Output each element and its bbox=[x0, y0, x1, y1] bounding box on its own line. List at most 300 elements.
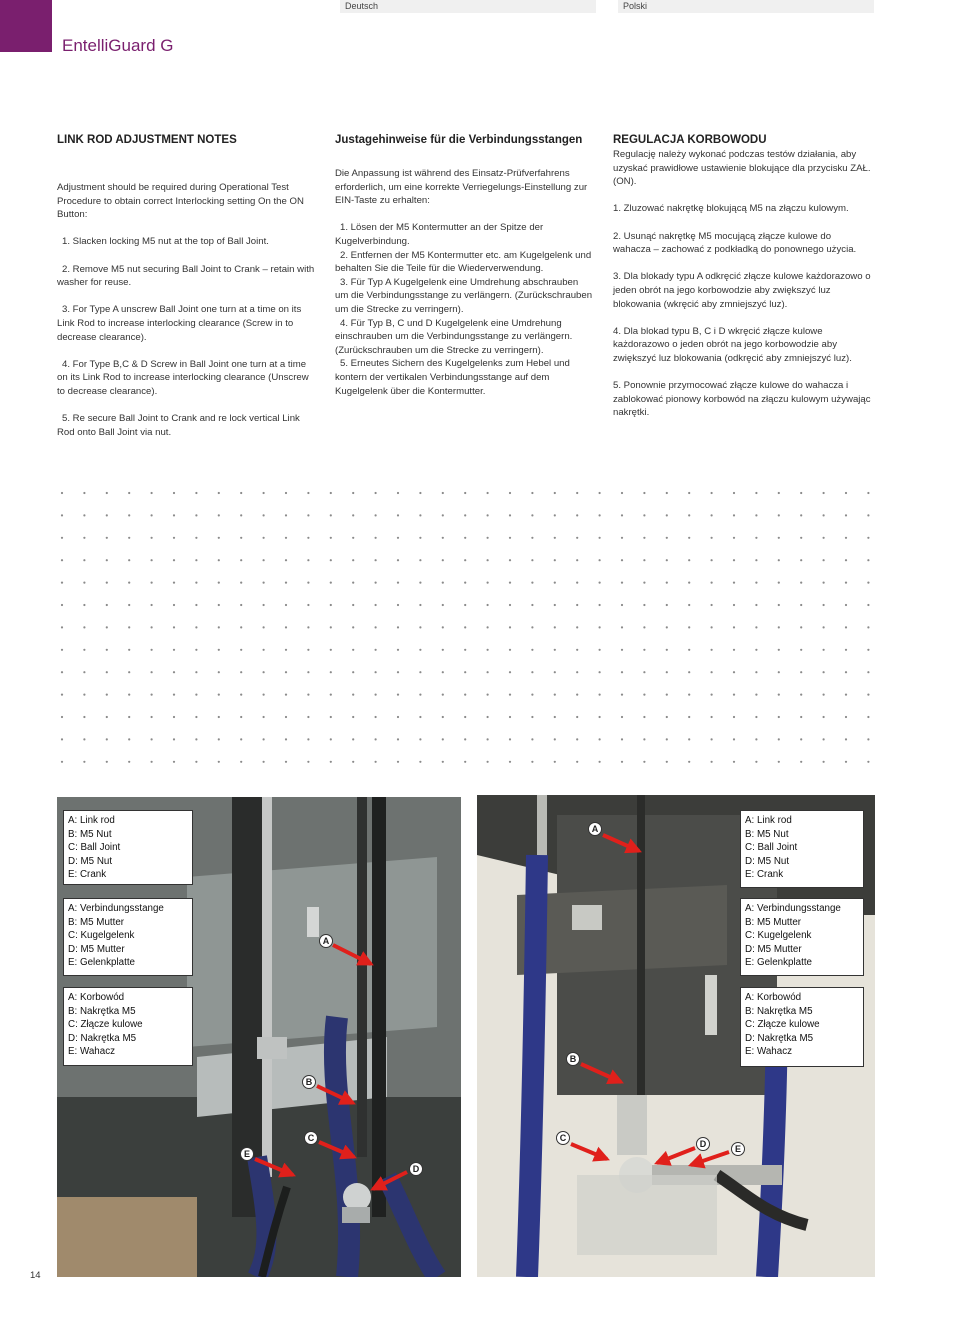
grid-dot bbox=[240, 626, 242, 628]
grid-dot bbox=[464, 604, 466, 606]
callout-a-right: A bbox=[588, 822, 602, 836]
grid-dot bbox=[218, 671, 220, 673]
grid-dot bbox=[397, 492, 399, 494]
grid-dot bbox=[867, 582, 869, 584]
grid-dot bbox=[419, 537, 421, 539]
grid-dot bbox=[352, 671, 354, 673]
grid-dot bbox=[867, 694, 869, 696]
grid-dot bbox=[173, 514, 175, 516]
callout-d-left: D bbox=[409, 1162, 423, 1176]
grid-dot bbox=[240, 492, 242, 494]
grid-dot bbox=[128, 649, 130, 651]
grid-dot bbox=[576, 559, 578, 561]
grid-dot bbox=[307, 671, 309, 673]
grid-dot bbox=[464, 738, 466, 740]
grid-dot bbox=[442, 694, 444, 696]
grid-dot bbox=[509, 492, 511, 494]
grid-dot bbox=[173, 694, 175, 696]
grid-dot bbox=[643, 604, 645, 606]
grid-dot bbox=[800, 492, 802, 494]
brand-color-block bbox=[0, 0, 52, 52]
grid-dot bbox=[755, 582, 757, 584]
grid-dot bbox=[330, 761, 332, 763]
arrow-c-left bbox=[319, 1142, 354, 1157]
grid-dot bbox=[711, 514, 713, 516]
grid-dot bbox=[867, 514, 869, 516]
legend-de-e-right: E: Gelenkplatte bbox=[745, 957, 812, 969]
grid-dot bbox=[263, 761, 265, 763]
grid-dot bbox=[307, 649, 309, 651]
grid-dot bbox=[867, 626, 869, 628]
grid-dot bbox=[800, 514, 802, 516]
grid-dot bbox=[554, 582, 556, 584]
grid-dot bbox=[531, 761, 533, 763]
grid-dot bbox=[151, 626, 153, 628]
grid-dot bbox=[375, 582, 377, 584]
grid-dot bbox=[621, 761, 623, 763]
grid-dot bbox=[419, 694, 421, 696]
grid-dot bbox=[151, 514, 153, 516]
step-pl-2: 2. Usunąć nakrętkę M5 mocującą złącze kulowe do wahacza – zachować z podkładką do ponownego użycia. bbox=[613, 230, 857, 256]
grid-dot bbox=[845, 492, 847, 494]
grid-dot bbox=[375, 604, 377, 606]
grid-dot bbox=[621, 626, 623, 628]
grid-dot bbox=[285, 537, 287, 539]
legend-en-b: B: M5 Nut bbox=[68, 828, 112, 840]
grid-dot bbox=[576, 537, 578, 539]
grid-dot bbox=[173, 671, 175, 673]
legend-en-c: C: Ball Joint bbox=[68, 842, 121, 854]
grid-dot bbox=[218, 559, 220, 561]
grid-dot bbox=[83, 537, 85, 539]
grid-dot bbox=[666, 671, 668, 673]
grid-dot bbox=[867, 537, 869, 539]
grid-dot bbox=[688, 671, 690, 673]
grid-dot bbox=[778, 559, 780, 561]
grid-dot bbox=[83, 716, 85, 718]
legend-de-c-right: C: Kugelgelenk bbox=[745, 930, 812, 942]
grid-dot bbox=[509, 738, 511, 740]
grid-dot bbox=[554, 559, 556, 561]
grid-dot bbox=[285, 492, 287, 494]
callout-c-left: C bbox=[304, 1131, 318, 1145]
grid-dot bbox=[666, 738, 668, 740]
grid-dot bbox=[352, 761, 354, 763]
arrow-e-left bbox=[255, 1159, 293, 1175]
grid-dot bbox=[621, 514, 623, 516]
grid-dot bbox=[330, 649, 332, 651]
grid-dot bbox=[61, 716, 63, 718]
grid-dot bbox=[733, 738, 735, 740]
grid-dot bbox=[800, 738, 802, 740]
grid-dot bbox=[218, 738, 220, 740]
grid-dot bbox=[487, 761, 489, 763]
grid-dot bbox=[688, 626, 690, 628]
grid-dot bbox=[711, 626, 713, 628]
grid-dot bbox=[733, 671, 735, 673]
grid-dot bbox=[599, 604, 601, 606]
grid-dot bbox=[151, 694, 153, 696]
grid-dot bbox=[867, 716, 869, 718]
grid-dot bbox=[307, 761, 309, 763]
grid-dot bbox=[263, 582, 265, 584]
grid-dot bbox=[83, 626, 85, 628]
grid-dot bbox=[218, 537, 220, 539]
grid-dot bbox=[509, 559, 511, 561]
grid-dot bbox=[621, 716, 623, 718]
grid-dot bbox=[509, 626, 511, 628]
grid-dot bbox=[576, 738, 578, 740]
grid-dot bbox=[509, 537, 511, 539]
grid-dot bbox=[195, 537, 197, 539]
callout-e-left: E bbox=[240, 1147, 254, 1161]
grid-dot bbox=[621, 671, 623, 673]
grid-dot bbox=[151, 738, 153, 740]
grid-dot bbox=[643, 626, 645, 628]
grid-dot bbox=[621, 559, 623, 561]
grid-dot bbox=[173, 649, 175, 651]
grid-dot bbox=[823, 559, 825, 561]
grid-dot bbox=[800, 582, 802, 584]
grid-dot bbox=[554, 716, 556, 718]
legend-en-c-right: C: Ball Joint bbox=[745, 842, 798, 854]
grid-dot bbox=[554, 514, 556, 516]
grid-dot bbox=[733, 716, 735, 718]
grid-dot bbox=[352, 604, 354, 606]
grid-dot bbox=[688, 582, 690, 584]
grid-dot bbox=[867, 671, 869, 673]
grid-dot bbox=[61, 537, 63, 539]
grid-dot bbox=[263, 537, 265, 539]
grid-dot bbox=[643, 694, 645, 696]
grid-dot bbox=[464, 649, 466, 651]
grid-dot bbox=[285, 738, 287, 740]
grid-dot bbox=[599, 559, 601, 561]
grid-dot bbox=[867, 738, 869, 740]
grid-dot bbox=[599, 582, 601, 584]
grid-dot bbox=[397, 716, 399, 718]
grid-dot bbox=[755, 514, 757, 516]
grid-dot bbox=[867, 604, 869, 606]
grid-dot bbox=[218, 492, 220, 494]
grid-dot bbox=[240, 537, 242, 539]
grid-dot bbox=[823, 537, 825, 539]
grid-dot bbox=[307, 492, 309, 494]
grid-dot bbox=[666, 559, 668, 561]
grid-dot bbox=[240, 716, 242, 718]
grid-dot bbox=[128, 492, 130, 494]
grid-dot bbox=[688, 537, 690, 539]
step-en-3: 3. For Type A unscrew Ball Joint one turn at a time on its Link Rod to increase interlocking clearance (Screw in to decrease clearance). bbox=[57, 304, 302, 343]
grid-dot bbox=[711, 492, 713, 494]
grid-dot bbox=[240, 582, 242, 584]
grid-dot bbox=[755, 694, 757, 696]
arrow-e-right bbox=[691, 1152, 729, 1165]
grid-dot bbox=[554, 492, 556, 494]
grid-dot bbox=[307, 514, 309, 516]
grid-dot bbox=[61, 559, 63, 561]
product-title: EntelliGuard G bbox=[62, 36, 174, 55]
notes-dot-grid bbox=[57, 488, 879, 770]
grid-dot bbox=[397, 738, 399, 740]
grid-dot bbox=[397, 626, 399, 628]
grid-dot bbox=[531, 626, 533, 628]
grid-dot bbox=[509, 671, 511, 673]
legend-en-d-right: D: M5 Nut bbox=[745, 855, 790, 867]
intro-pl: Regulację należy wykonać podczas testów działania, aby uzyskać prawidłowe ustawienie blokujące dla przycisku ZAŁ. (ON). bbox=[613, 149, 871, 188]
language-tab-deutsch: Deutsch bbox=[340, 0, 596, 13]
grid-dot bbox=[487, 537, 489, 539]
grid-dot bbox=[599, 492, 601, 494]
legend-en-d: D: M5 Nut bbox=[68, 855, 113, 867]
photo-link-rod-type-bcd bbox=[477, 795, 875, 1277]
grid-dot bbox=[330, 626, 332, 628]
grid-dot bbox=[307, 559, 309, 561]
callout-b-left: B bbox=[302, 1075, 316, 1089]
grid-dot bbox=[240, 604, 242, 606]
grid-dot bbox=[375, 694, 377, 696]
arrow-b-right bbox=[581, 1064, 621, 1082]
grid-dot bbox=[151, 761, 153, 763]
grid-dot bbox=[778, 694, 780, 696]
grid-dot bbox=[61, 604, 63, 606]
grid-dot bbox=[195, 738, 197, 740]
grid-dot bbox=[823, 649, 825, 651]
grid-dot bbox=[576, 694, 578, 696]
grid-dot bbox=[643, 738, 645, 740]
grid-dot bbox=[195, 671, 197, 673]
grid-dot bbox=[307, 604, 309, 606]
grid-dot bbox=[83, 671, 85, 673]
grid-dot bbox=[218, 716, 220, 718]
grid-dot bbox=[352, 694, 354, 696]
grid-dot bbox=[711, 537, 713, 539]
grid-dot bbox=[442, 626, 444, 628]
grid-dot bbox=[61, 492, 63, 494]
grid-dot bbox=[823, 626, 825, 628]
grid-dot bbox=[419, 604, 421, 606]
legend-pl-b: B: Nakrętka M5 bbox=[68, 1005, 136, 1017]
grid-dot bbox=[823, 582, 825, 584]
callout-d-right: D bbox=[696, 1137, 710, 1151]
grid-dot bbox=[442, 649, 444, 651]
grid-dot bbox=[419, 582, 421, 584]
grid-dot bbox=[375, 492, 377, 494]
grid-dot bbox=[375, 559, 377, 561]
grid-dot bbox=[576, 604, 578, 606]
grid-dot bbox=[195, 582, 197, 584]
grid-dot bbox=[442, 738, 444, 740]
grid-dot bbox=[442, 537, 444, 539]
grid-dot bbox=[195, 716, 197, 718]
grid-dot bbox=[823, 694, 825, 696]
grid-dot bbox=[330, 716, 332, 718]
grid-dot bbox=[845, 514, 847, 516]
grid-dot bbox=[487, 514, 489, 516]
grid-dot bbox=[531, 604, 533, 606]
step-de-2: 2. Entfernen der M5 Kontermutter etc. am Kugelgelenk und behalten Sie die Teile für die Wiederverwendung. bbox=[335, 249, 592, 275]
grid-dot bbox=[352, 582, 354, 584]
grid-dot bbox=[867, 761, 869, 763]
grid-dot bbox=[554, 537, 556, 539]
grid-dot bbox=[151, 649, 153, 651]
column-german bbox=[335, 133, 593, 398]
grid-dot bbox=[106, 716, 108, 718]
grid-dot bbox=[330, 537, 332, 539]
grid-dot bbox=[845, 559, 847, 561]
grid-dot bbox=[375, 738, 377, 740]
legend-de-c: C: Kugelgelenk bbox=[68, 930, 135, 942]
grid-dot bbox=[173, 582, 175, 584]
grid-dot bbox=[621, 694, 623, 696]
grid-dot bbox=[688, 514, 690, 516]
grid-dot bbox=[755, 559, 757, 561]
grid-dot bbox=[83, 649, 85, 651]
grid-dot bbox=[733, 537, 735, 539]
grid-dot bbox=[442, 559, 444, 561]
grid-dot bbox=[643, 649, 645, 651]
grid-dot bbox=[397, 582, 399, 584]
grid-dot bbox=[800, 716, 802, 718]
grid-dot bbox=[419, 559, 421, 561]
grid-dot bbox=[442, 671, 444, 673]
grid-dot bbox=[845, 604, 847, 606]
legend-en-a-right: A: Link rod bbox=[745, 815, 792, 826]
grid-dot bbox=[554, 649, 556, 651]
grid-dot bbox=[643, 537, 645, 539]
grid-dot bbox=[375, 649, 377, 651]
grid-dot bbox=[240, 514, 242, 516]
grid-dot bbox=[442, 582, 444, 584]
grid-dot bbox=[218, 649, 220, 651]
grid-dot bbox=[195, 604, 197, 606]
grid-dot bbox=[106, 514, 108, 516]
step-en-4: 4. For Type B,C & D Screw in Ball Joint one turn at a time on its Link Rod to increase interlocking clearance (Unscrew to decrease clearance). bbox=[57, 358, 309, 397]
grid-dot bbox=[554, 738, 556, 740]
grid-dot bbox=[509, 761, 511, 763]
grid-dot bbox=[778, 761, 780, 763]
grid-dot bbox=[375, 514, 377, 516]
grid-dot bbox=[845, 649, 847, 651]
grid-dot bbox=[218, 761, 220, 763]
grid-dot bbox=[263, 649, 265, 651]
intro-en: Adjustment should be required during Operational Test Procedure to obtain correct Interlocking setting On the ON Button: bbox=[57, 182, 304, 221]
grid-dot bbox=[128, 604, 130, 606]
grid-dot bbox=[83, 761, 85, 763]
grid-dot bbox=[307, 537, 309, 539]
grid-dot bbox=[621, 649, 623, 651]
grid-dot bbox=[195, 559, 197, 561]
grid-dot bbox=[621, 738, 623, 740]
grid-dot bbox=[711, 559, 713, 561]
grid-dot bbox=[576, 514, 578, 516]
grid-dot bbox=[845, 694, 847, 696]
grid-dot bbox=[151, 671, 153, 673]
grid-dot bbox=[531, 514, 533, 516]
arrow-a-right bbox=[603, 835, 639, 851]
grid-dot bbox=[151, 582, 153, 584]
grid-dot bbox=[554, 604, 556, 606]
grid-dot bbox=[128, 671, 130, 673]
grid-dot bbox=[128, 716, 130, 718]
grid-dot bbox=[419, 514, 421, 516]
grid-dot bbox=[778, 514, 780, 516]
grid-dot bbox=[666, 604, 668, 606]
arrow-b-left bbox=[317, 1086, 353, 1103]
grid-dot bbox=[599, 671, 601, 673]
grid-dot bbox=[83, 559, 85, 561]
grid-dot bbox=[285, 514, 287, 516]
grid-dot bbox=[263, 559, 265, 561]
grid-dot bbox=[106, 649, 108, 651]
grid-dot bbox=[509, 716, 511, 718]
grid-dot bbox=[487, 492, 489, 494]
grid-dot bbox=[845, 582, 847, 584]
grid-dot bbox=[352, 626, 354, 628]
step-pl-4: 4. Dla blokad typu B, C i D wkręcić złącze kulowe każdorazowo o jeden obrót na jego korbowodzie aby zwiększyć luz blokowania (odkręcić aby zmniejszyć luz). bbox=[613, 325, 852, 364]
grid-dot bbox=[531, 582, 533, 584]
callout-a-left: A bbox=[319, 934, 333, 948]
grid-dot bbox=[263, 694, 265, 696]
grid-dot bbox=[509, 694, 511, 696]
grid-dot bbox=[195, 649, 197, 651]
grid-dot bbox=[128, 559, 130, 561]
grid-dot bbox=[218, 514, 220, 516]
grid-dot bbox=[755, 626, 757, 628]
grid-dot bbox=[733, 492, 735, 494]
grid-dot bbox=[509, 514, 511, 516]
grid-dot bbox=[106, 761, 108, 763]
grid-dot bbox=[173, 604, 175, 606]
grid-dot bbox=[61, 761, 63, 763]
legend-de-d: D: M5 Mutter bbox=[68, 943, 125, 955]
grid-dot bbox=[419, 716, 421, 718]
grid-dot bbox=[173, 716, 175, 718]
grid-dot bbox=[61, 671, 63, 673]
grid-dot bbox=[599, 649, 601, 651]
grid-dot bbox=[531, 716, 533, 718]
grid-dot bbox=[263, 514, 265, 516]
grid-dot bbox=[106, 582, 108, 584]
arrow-d-left bbox=[373, 1172, 407, 1189]
legend-de-e: E: Gelenkplatte bbox=[68, 957, 135, 969]
grid-dot bbox=[643, 582, 645, 584]
grid-dot bbox=[845, 671, 847, 673]
grid-dot bbox=[666, 694, 668, 696]
grid-dot bbox=[464, 537, 466, 539]
grid-dot bbox=[688, 492, 690, 494]
grid-dot bbox=[352, 738, 354, 740]
grid-dot bbox=[240, 671, 242, 673]
grid-dot bbox=[83, 582, 85, 584]
grid-dot bbox=[755, 492, 757, 494]
grid-dot bbox=[285, 604, 287, 606]
step-de-1: 1. Lösen der M5 Kontermutter an der Spitze der Kugelverbindung. bbox=[335, 222, 544, 247]
grid-dot bbox=[307, 738, 309, 740]
grid-dot bbox=[464, 761, 466, 763]
grid-dot bbox=[330, 492, 332, 494]
grid-dot bbox=[509, 649, 511, 651]
grid-dot bbox=[464, 694, 466, 696]
step-en-1: 1. Slacken locking M5 nut at the top of Ball Joint. bbox=[62, 236, 269, 248]
step-pl-5: 5. Ponownie przymocować złącze kulowe do wahacza i zablokować pionowy korbowód na złączu kulowym używając nakrętki. bbox=[613, 380, 871, 419]
grid-dot bbox=[688, 694, 690, 696]
grid-dot bbox=[61, 582, 63, 584]
grid-dot bbox=[800, 537, 802, 539]
grid-dot bbox=[397, 559, 399, 561]
grid-dot bbox=[487, 716, 489, 718]
grid-dot bbox=[151, 559, 153, 561]
